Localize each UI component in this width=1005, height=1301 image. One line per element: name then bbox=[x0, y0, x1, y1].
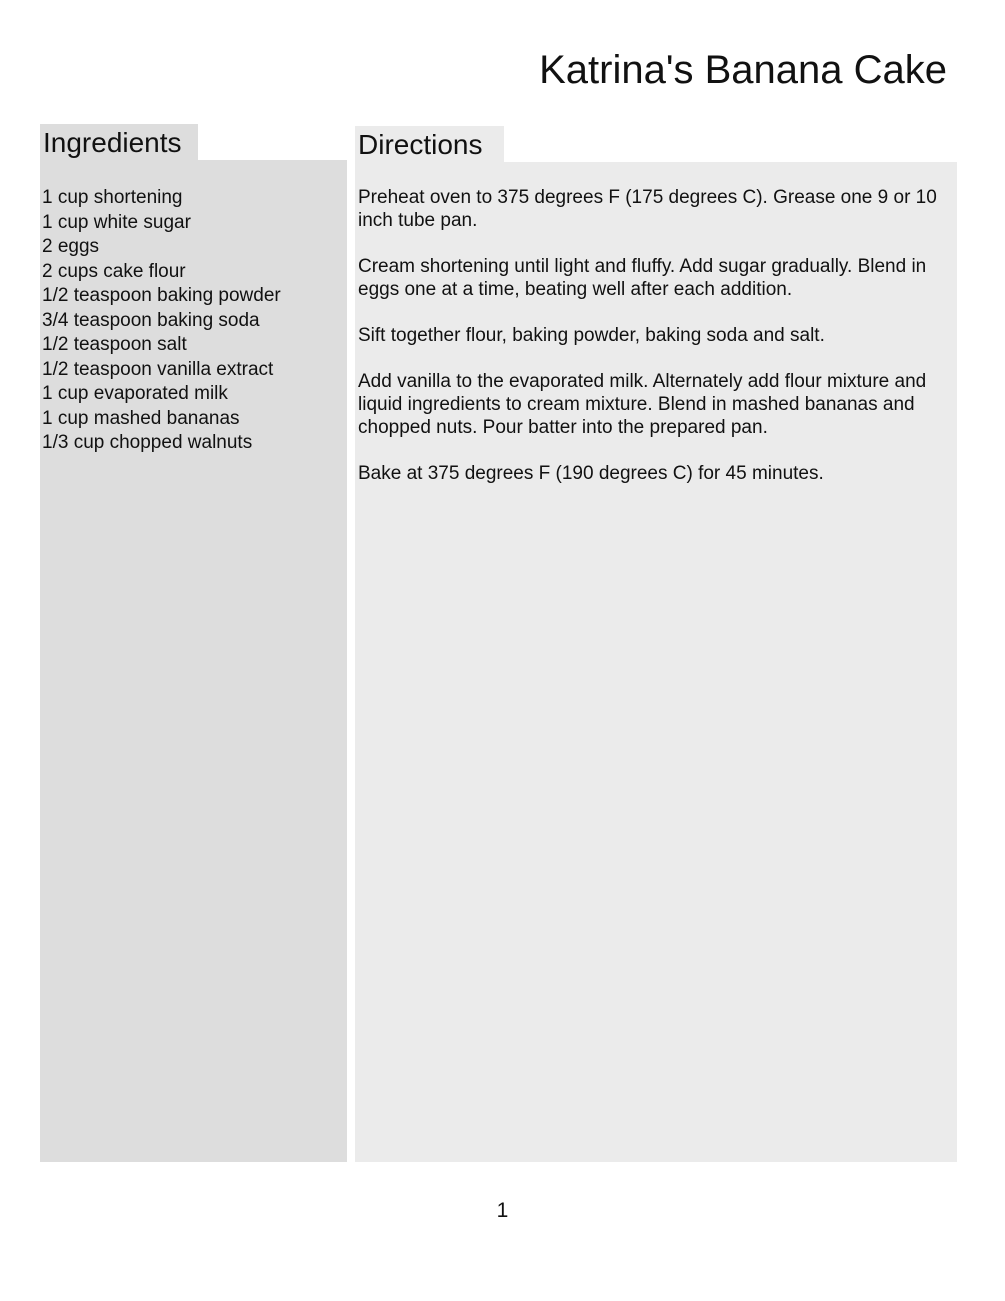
ingredient-item: 1 cup mashed bananas bbox=[42, 407, 240, 429]
ingredients-list bbox=[42, 186, 281, 456]
direction-step: Add vanilla to the evaporated milk. Alternately add flour mixture and liquid ingredients to cream mixture. Blend in mashed bananas and chopped nuts. Pour batter into the prepared pan. bbox=[358, 371, 927, 438]
ingredients-heading: Ingredients bbox=[40, 124, 198, 162]
direction-step: Cream shortening until light and fluffy. Add sugar gradually. Blend in eggs one at a time, beating well after each addition. bbox=[358, 256, 927, 300]
direction-step: Bake at 375 degrees F (190 degrees C) for 45 minutes. bbox=[358, 463, 824, 484]
ingredient-item: 1 cup white sugar bbox=[42, 211, 191, 233]
ingredient-item: 1 cup shortening bbox=[42, 187, 183, 208]
direction-step: Preheat oven to 375 degrees F (175 degrees C). Grease one 9 or 10 inch tube pan. bbox=[358, 187, 937, 231]
ingredient-item: 1 cup evaporated milk bbox=[42, 383, 228, 404]
ingredient-item: 1/2 teaspoon salt bbox=[42, 334, 187, 355]
ingredient-item: 1/2 teaspoon baking powder bbox=[42, 285, 281, 306]
ingredient-item: 3/4 teaspoon baking soda bbox=[42, 309, 260, 331]
directions-heading: Directions bbox=[355, 126, 504, 164]
recipe-title: Katrina's Banana Cake bbox=[539, 48, 947, 92]
ingredient-item: 1/2 teaspoon vanilla extract bbox=[42, 358, 274, 380]
page-number: 1 bbox=[496, 1199, 509, 1222]
ingredient-item: 2 eggs bbox=[42, 236, 100, 257]
ingredient-item: 2 cups cake flour bbox=[42, 260, 186, 282]
ingredient-item: 1/3 cup chopped walnuts bbox=[42, 432, 253, 453]
directions-text bbox=[358, 186, 958, 508]
direction-step: Sift together flour, baking powder, baking soda and salt. bbox=[358, 325, 825, 346]
